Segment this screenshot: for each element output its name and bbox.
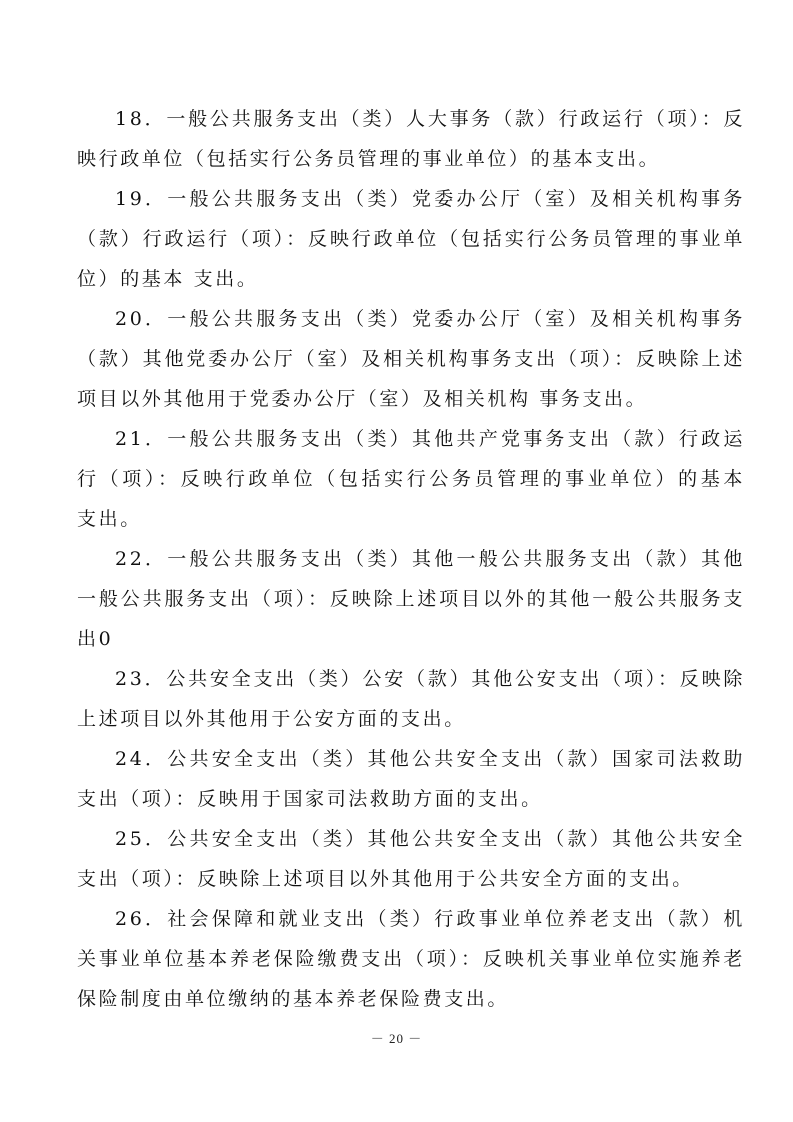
- paragraph-item-22: 22．一般公共服务支出（类）其他一般公共服务支出（款）其他一般公共服务支出（项）：反映除上述项目以外的其他一般公共服务支出0: [77, 548, 745, 650]
- page-number: － 20 －: [370, 1031, 423, 1046]
- paragraph-item-20: 20．一般公共服务支出（类）党委办公厅（室）及相关机构事务（款）其他党委办公厅（室）及相关机构事务支出（项）：反映除上述项目以外其他用于党委办公厅（室）及相关机构 事务支出。: [77, 308, 745, 410]
- paragraph-item-24: 24．公共安全支出（类）其他公共安全支出（款）国家司法救助支出（项）：反映用于国家司法救助方面的支出。: [77, 748, 745, 810]
- paragraph-item-19: 19．一般公共服务支出（类）党委办公厅（室）及相关机构事务（款）行政运行（项）：反映行政单位（包括实行公务员管理的事业单位）的基本 支出。: [77, 188, 745, 290]
- paragraph-item-26: 26．社会保障和就业支出（类）行政事业单位养老支出（款）机关事业单位基本养老保险缴费支出（项）：反映机关事业单位实施养老保险制度由单位缴纳的基本养老保险费支出。: [77, 908, 745, 1010]
- paragraph-item-21: 21．一般公共服务支出（类）其他共产党事务支出（款）行政运行（项）：反映行政单位（包括实行公务员管理的事业单位）的基本 支出。: [77, 428, 745, 530]
- paragraph-item-25: 25．公共安全支出（类）其他公共安全支出（款）其他公共安全支出（项）：反映除上述项目以外其他用于公共安全方面的支出。: [77, 828, 745, 890]
- document-body: [77, 99, 745, 1019]
- paragraph-item-18: 18．一般公共服务支出（类）人大事务（款）行政运行（项）：反映行政单位（包括实行公务员管理的事业单位）的基本支出。: [77, 108, 745, 170]
- paragraph-item-23: 23．公共安全支出（类）公安（款）其他公安支出（项）：反映除上述项目以外其他用于公安方面的支出。: [77, 668, 745, 730]
